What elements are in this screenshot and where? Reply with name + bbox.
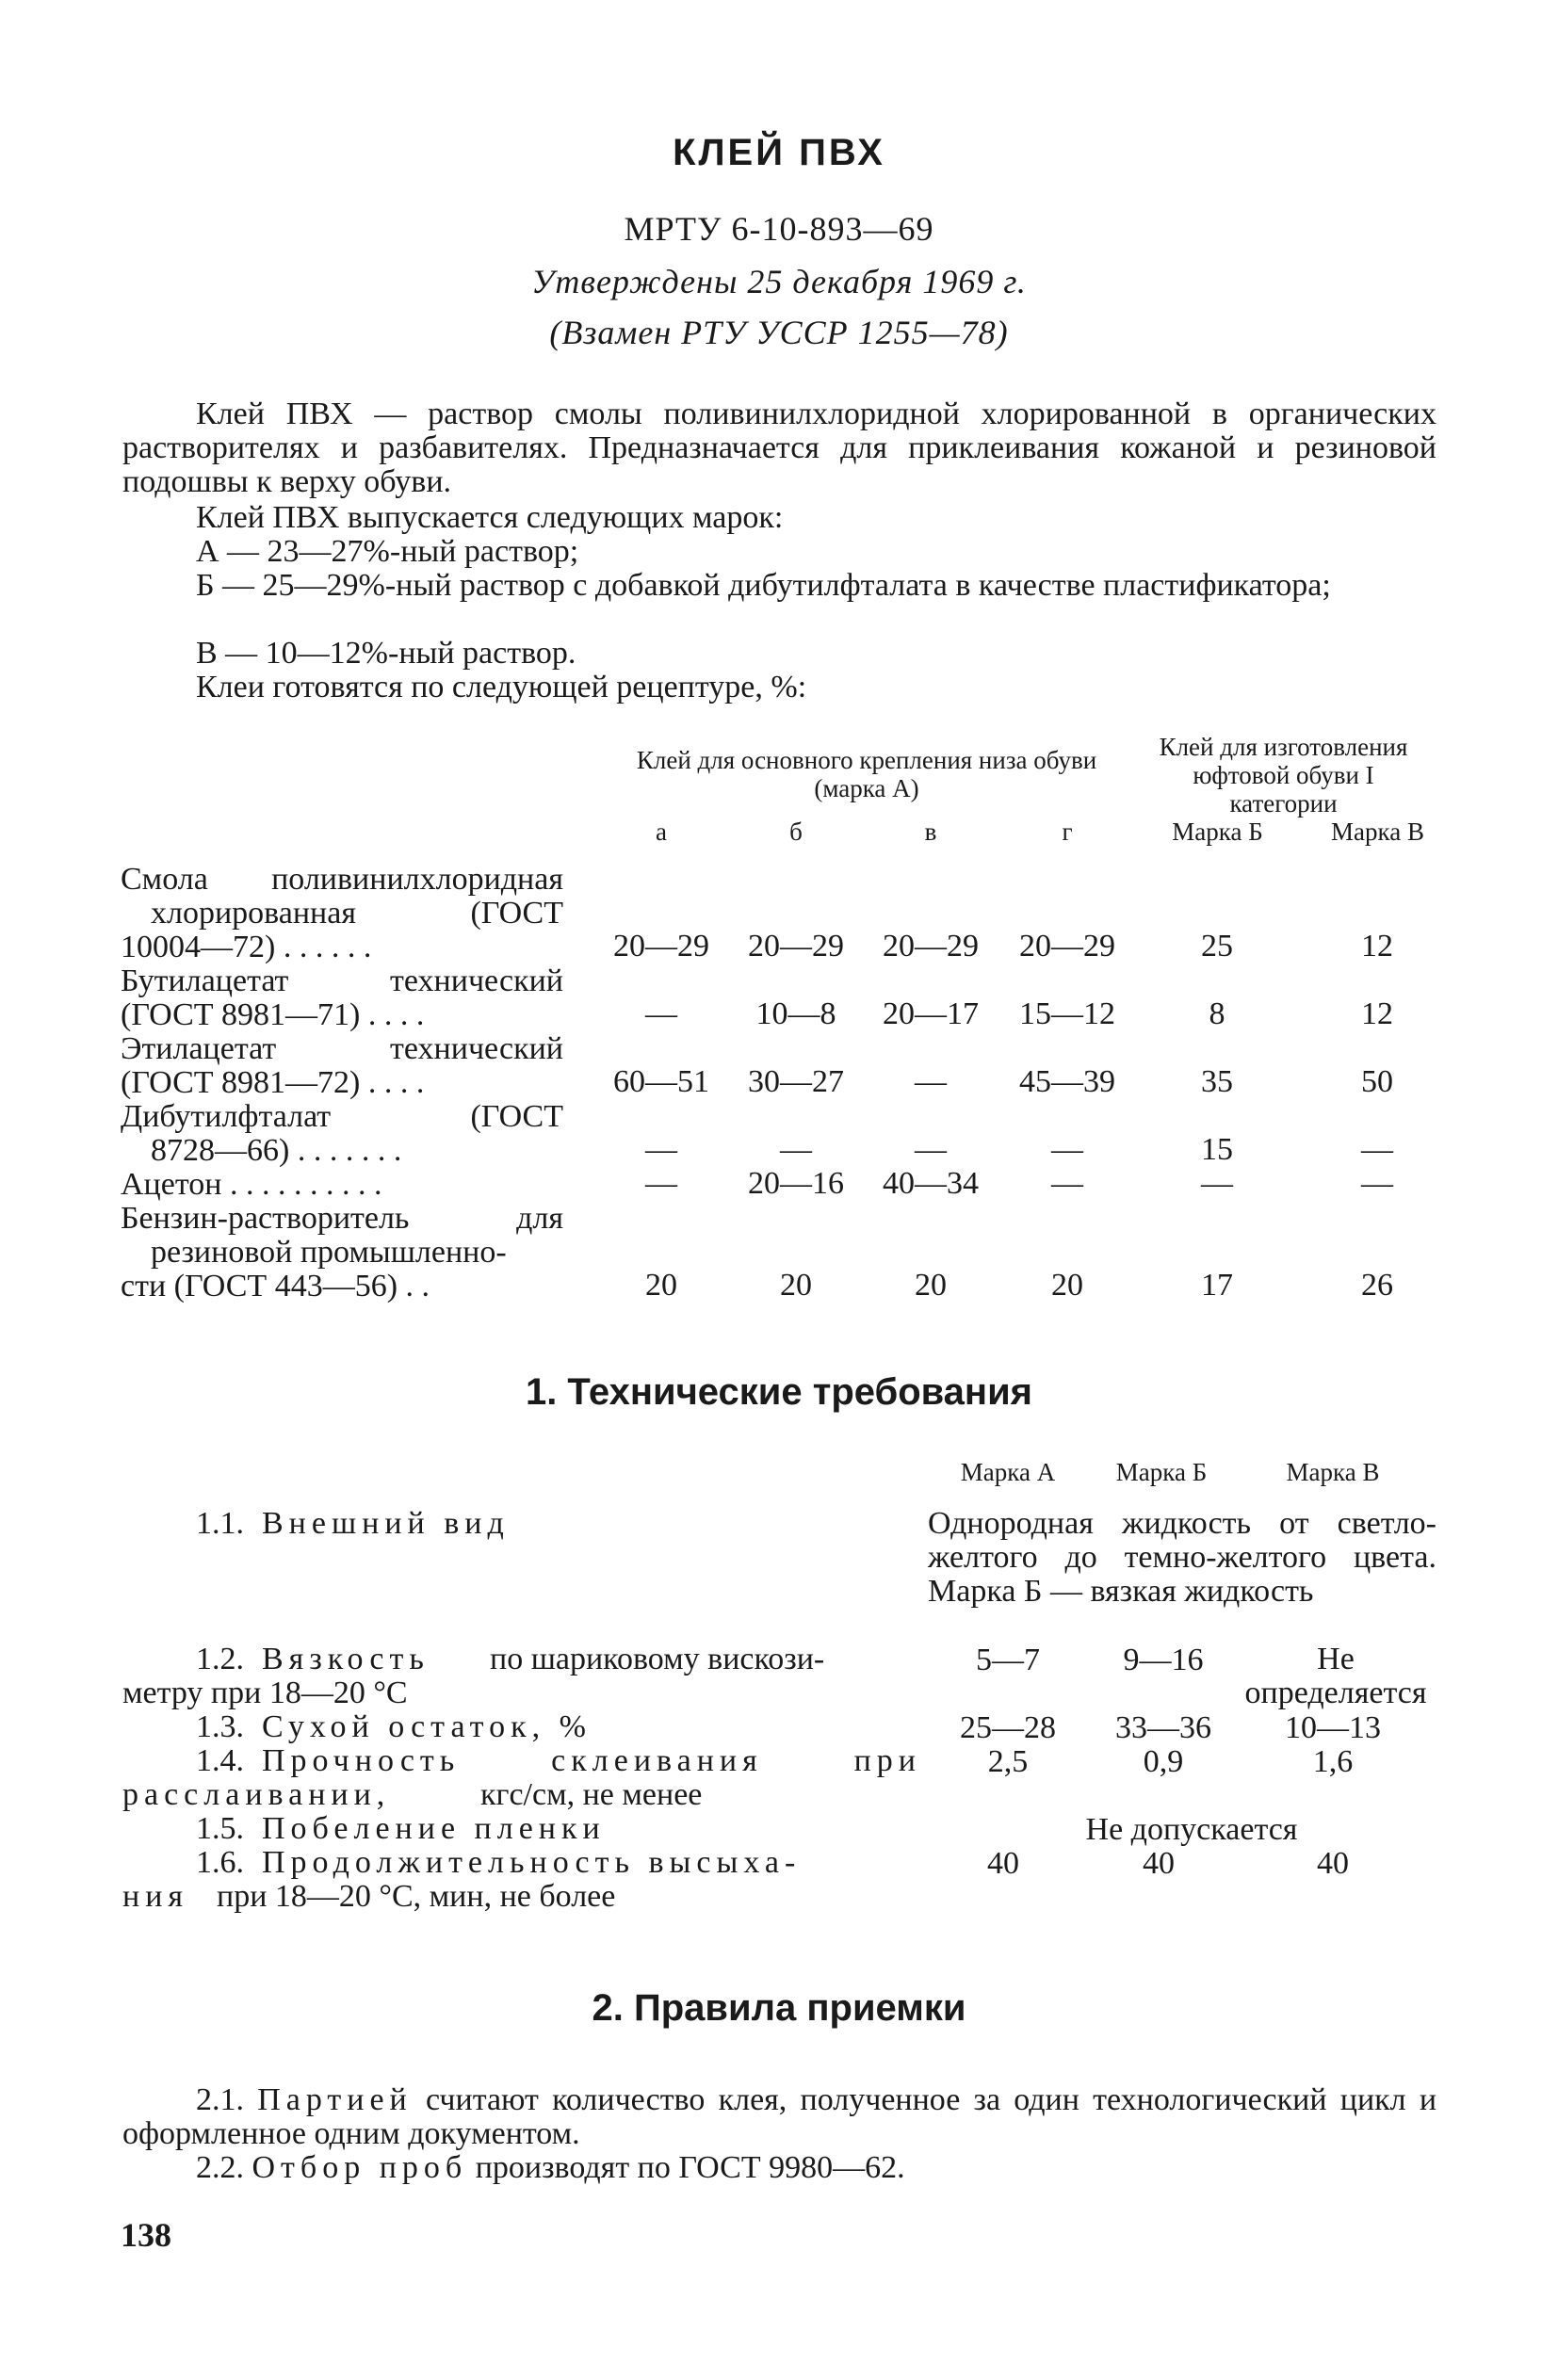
recipe-lead: Клеи готовятся по следующей рецептуре, %: [196, 670, 807, 704]
recipe-cell: — [780, 1132, 812, 1167]
recipe-cell: — [915, 1064, 947, 1099]
recipe-cell: 35 [1201, 1064, 1233, 1099]
recipe-col-mark-v: Марка В [1331, 818, 1424, 846]
req-1-4-value-v: 1,6 [1312, 1744, 1354, 1779]
grade-header-v: Марка В [1286, 1458, 1380, 1486]
recipe-cell: 10—8 [755, 996, 836, 1031]
accept-2-1-number: 2.1. [196, 2082, 244, 2117]
req-1-6-number: 1.6. [196, 1845, 244, 1880]
grade-a-line: А — 23—27%-ный раствор; [196, 534, 579, 569]
doc-replaces: (Взамен РТУ УССР 1255—78) [549, 314, 1009, 351]
recipe-col-v: в [924, 818, 937, 846]
req-1-2-name: Вязкость [262, 1642, 430, 1676]
doc-standard: МРТУ 6-10-893—69 [624, 210, 934, 248]
req-1-3-name: Сухой остаток, % [262, 1709, 592, 1744]
recipe-row-name: (ГОСТ 8981—71) . . . . [121, 997, 425, 1032]
req-1-6-value-a: 40 [987, 1846, 1019, 1881]
recipe-row-name: 8728—66) . . . . . . . [151, 1133, 402, 1168]
recipe-group2-header: Клей для изготовления юфтовой обуви I категории [1159, 733, 1408, 818]
req-1-5-name: Побеление пленки [262, 1811, 606, 1846]
recipe-row-name: Бензин-растворитель для [121, 1201, 563, 1236]
accept-2-2 [196, 2151, 905, 2185]
req-1-1-value: Однородная жидкость от светло-желтого до темно-желтого цвета. Марка Б — вязкая жидкость [928, 1506, 1436, 1609]
accept-2-1 [122, 2083, 1436, 2151]
recipe-row-name: Бутилацетат технический [121, 963, 563, 998]
req-1-6-line2b: при 18—20 °С, мин, не более [217, 1879, 616, 1914]
accept-2-2-number: 2.2. [196, 2150, 244, 2185]
recipe-cell: — [1201, 1166, 1233, 1201]
recipe-row-name: резиновой промышленно- [151, 1235, 507, 1270]
req-1-4-line2a: расслаивании, [122, 1777, 391, 1812]
doc-approved: Утверждены 25 декабря 1969 г. [531, 263, 1027, 300]
recipe-cell: 60—51 [613, 1064, 709, 1099]
recipe-cell: — [1361, 1166, 1393, 1201]
recipe-cell: 12 [1361, 929, 1393, 963]
recipe-col-mark-b: Марка Б [1172, 818, 1263, 846]
recipe-col-g: г [1062, 818, 1073, 846]
req-1-3-value-a: 25—28 [960, 1710, 1056, 1745]
recipe-cell: 20—29 [613, 929, 709, 963]
grade-v-line: В — 10—12%-ный раствор. [196, 636, 576, 671]
accept-2-2-lead: Отбор проб [252, 2150, 468, 2185]
grade-header-b: Марка Б [1115, 1458, 1208, 1486]
recipe-col-a: а [656, 818, 667, 846]
page-number: 138 [121, 2216, 171, 2254]
req-1-2-number: 1.2. [196, 1642, 244, 1676]
recipe-cell: — [915, 1132, 947, 1167]
req-1-4-line2b: кгс/см, не менее [480, 1777, 703, 1812]
req-1-3-value-b: 33—36 [1115, 1710, 1211, 1745]
req-1-4-name: Прочность склеивания при [262, 1743, 921, 1778]
req-1-6-name: Продолжительность высыха- [262, 1845, 802, 1880]
recipe-cell: 45—39 [1019, 1064, 1115, 1099]
accept-2-2-text: производят по ГОСТ 9980—62. [475, 2150, 905, 2185]
req-1-6-line2a: ния [122, 1879, 189, 1914]
recipe-cell: — [1361, 1132, 1393, 1167]
recipe-cell: — [1051, 1132, 1083, 1167]
req-1-6-value-b: 40 [1143, 1846, 1175, 1881]
recipe-cell: 15 [1201, 1132, 1233, 1167]
req-1-4-value-a: 2,5 [987, 1744, 1029, 1779]
recipe-row-name: (ГОСТ 8981—72) . . . . [121, 1065, 425, 1100]
recipe-cell: 26 [1361, 1268, 1393, 1303]
recipe-group1-header: Клей для основного крепления низа обуви (марка А) [636, 746, 1097, 802]
recipe-cell: 20—29 [1019, 929, 1115, 963]
section-1-title: 1. Технические требования [525, 1371, 1033, 1413]
recipe-cell: 50 [1361, 1064, 1393, 1099]
req-1-4-value-b: 0,9 [1143, 1744, 1184, 1779]
req-1-2-line2: метру при 18—20 °С [122, 1676, 408, 1710]
recipe-cell: 12 [1361, 996, 1393, 1031]
recipe-cell: 20—16 [748, 1166, 844, 1201]
recipe-cell: 15—12 [1019, 996, 1115, 1031]
doc-title: КЛЕЙ ПВХ [673, 132, 885, 173]
recipe-row-name: Ацетон . . . . . . . . . . [121, 1167, 382, 1202]
req-1-2-value-v: Не определяется [1244, 1642, 1427, 1710]
req-1-4-number: 1.4. [196, 1743, 244, 1778]
recipe-cell: 20—29 [883, 929, 979, 963]
req-1-2-name-rest: по шариковому вискози- [490, 1642, 825, 1676]
recipe-cell: 20 [1051, 1268, 1083, 1303]
recipe-col-b: б [789, 818, 803, 846]
recipe-cell: 20 [645, 1268, 677, 1303]
recipe-row-name: 10004—72) . . . . . . [121, 930, 372, 964]
intro-paragraph: Клей ПВХ — раствор смолы поливинилхлоридной хлорированной в органических растворителях и разбавителях. Предназначается для приклеивания кожаной и резиновой подошвы к верху обуви. [122, 397, 1436, 499]
recipe-cell: 20 [780, 1268, 812, 1303]
req-1-2-value-a: 5—7 [976, 1643, 1040, 1677]
req-1-2-value-b: 9—16 [1123, 1643, 1204, 1677]
recipe-cell: — [645, 996, 677, 1031]
accept-2-1-lead: Партией [257, 2082, 413, 2117]
recipe-row-name: хлорированная (ГОСТ [151, 896, 563, 931]
section-2-title: 2. Правила приемки [592, 1987, 966, 2029]
req-1-5-number: 1.5. [196, 1811, 244, 1846]
recipe-row-name: Дибутилфталат (ГОСТ [121, 1099, 563, 1134]
intro-grades-lead: Клей ПВХ выпускается следующих марок: [196, 500, 784, 535]
grade-b-line: Б — 25—29%-ный раствор с добавкой дибутилфталата в качестве пластификатора; [196, 568, 1331, 603]
recipe-cell: 40—34 [883, 1166, 979, 1201]
recipe-cell: 30—27 [748, 1064, 844, 1099]
req-1-6-value-v: 40 [1317, 1846, 1349, 1881]
accept-2-1-text: считают количество клея, полученное за один технологический цикл и оформленное одним документом. [122, 2082, 1437, 2151]
recipe-cell: 20 [915, 1268, 947, 1303]
req-1-1-name: Внешний вид [262, 1506, 510, 1541]
recipe-row-name: сти (ГОСТ 443—56) . . [121, 1269, 430, 1303]
recipe-cell: 17 [1201, 1268, 1233, 1303]
recipe-cell: — [645, 1132, 677, 1167]
recipe-cell: 8 [1209, 996, 1225, 1031]
recipe-cell: 20—17 [883, 996, 979, 1031]
recipe-cell: — [1051, 1166, 1083, 1201]
recipe-row-name: Этилацетат технический [121, 1031, 563, 1066]
req-1-3-value-v: 10—13 [1285, 1710, 1381, 1745]
req-1-3-number: 1.3. [196, 1709, 244, 1744]
req-1-5-value: Не допускается [1085, 1812, 1298, 1847]
recipe-row-name: Смола поливинилхлоридная [121, 862, 563, 897]
recipe-cell: 25 [1201, 929, 1233, 963]
recipe-cell: — [645, 1166, 677, 1201]
grade-header-a: Марка А [960, 1458, 1056, 1486]
recipe-cell: 20—29 [748, 929, 844, 963]
req-1-1-number: 1.1. [196, 1506, 244, 1541]
